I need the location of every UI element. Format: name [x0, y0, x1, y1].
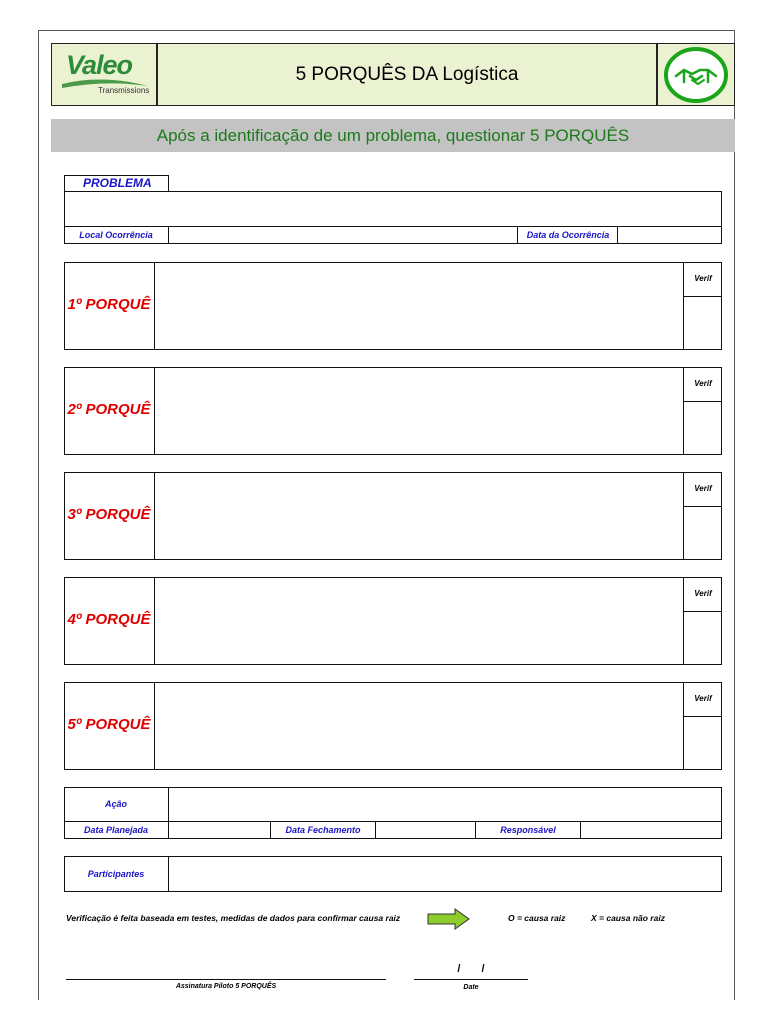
planned-date-field[interactable] — [169, 822, 270, 838]
responsible-field[interactable] — [581, 822, 721, 838]
verif-checkbox[interactable] — [684, 612, 721, 664]
verif-checkbox[interactable] — [684, 507, 721, 559]
date-occurrence-field[interactable] — [618, 228, 721, 243]
logo-sub-text: Transmissions — [98, 86, 150, 95]
date-slashes: / / — [457, 963, 485, 975]
verification-note: Verificação é feita baseada em testes, medidas de dados para confirmar causa raiz — [66, 913, 401, 923]
verif-checkbox[interactable] — [684, 297, 721, 349]
why-label: 1º PORQUÊ — [67, 296, 151, 313]
verif-checkbox[interactable] — [684, 402, 721, 454]
valeo-logo — [51, 43, 157, 106]
planned-date-label: Data Planejada — [83, 825, 149, 835]
why-label: 4º PORQUÊ — [67, 611, 151, 628]
problem-label: PROBLEMA — [64, 175, 169, 192]
verif-label: Verif — [694, 379, 712, 388]
participants-label: Participantes — [87, 869, 145, 879]
instruction-band: Após a identificação de um problema, questionar 5 PORQUÊS — [51, 119, 735, 152]
close-date-label: Data Fechamento — [285, 825, 361, 835]
date-line[interactable] — [414, 979, 528, 980]
local-label: Local Ocorrência — [79, 230, 153, 240]
action-label: Ação — [104, 799, 127, 809]
legend-root-cause: O = causa raiz — [508, 913, 566, 923]
local-field[interactable] — [169, 228, 517, 243]
date-occurrence-label: Data da Ocorrência — [526, 230, 610, 240]
why-label: 3º PORQUÊ — [67, 506, 151, 523]
handshake-icon-box — [657, 43, 735, 106]
signature-label: Assinatura Piloto 5 PORQUÊS — [175, 983, 277, 990]
legend-not-root-cause: X = causa não raiz — [591, 913, 665, 923]
verif-label: Verif — [694, 589, 712, 598]
page-title: 5 PORQUÊS DA Logística — [157, 43, 657, 106]
why-label: 2º PORQUÊ — [67, 401, 151, 418]
action-field[interactable] — [169, 788, 721, 820]
close-date-field[interactable] — [376, 822, 475, 838]
logo-brand-text: Valeo — [66, 50, 133, 80]
why-label: 5º PORQUÊ — [67, 716, 151, 733]
arrow-right-icon — [427, 908, 471, 930]
handshake-icon — [662, 46, 730, 104]
verif-checkbox[interactable] — [684, 717, 721, 769]
why-answer-field[interactable] — [155, 263, 683, 349]
signature-line[interactable] — [66, 979, 386, 980]
verif-label: Verif — [694, 694, 712, 703]
verif-label: Verif — [694, 484, 712, 493]
why-answer-field[interactable] — [155, 683, 683, 769]
why-answer-field[interactable] — [155, 368, 683, 454]
responsible-label: Responsável — [500, 825, 556, 835]
date-label: Date — [463, 984, 479, 991]
why-answer-field[interactable] — [155, 578, 683, 664]
why-answer-field[interactable] — [155, 473, 683, 559]
participants-field[interactable] — [169, 857, 721, 891]
verif-label: Verif — [694, 274, 712, 283]
problem-field[interactable] — [64, 191, 722, 227]
